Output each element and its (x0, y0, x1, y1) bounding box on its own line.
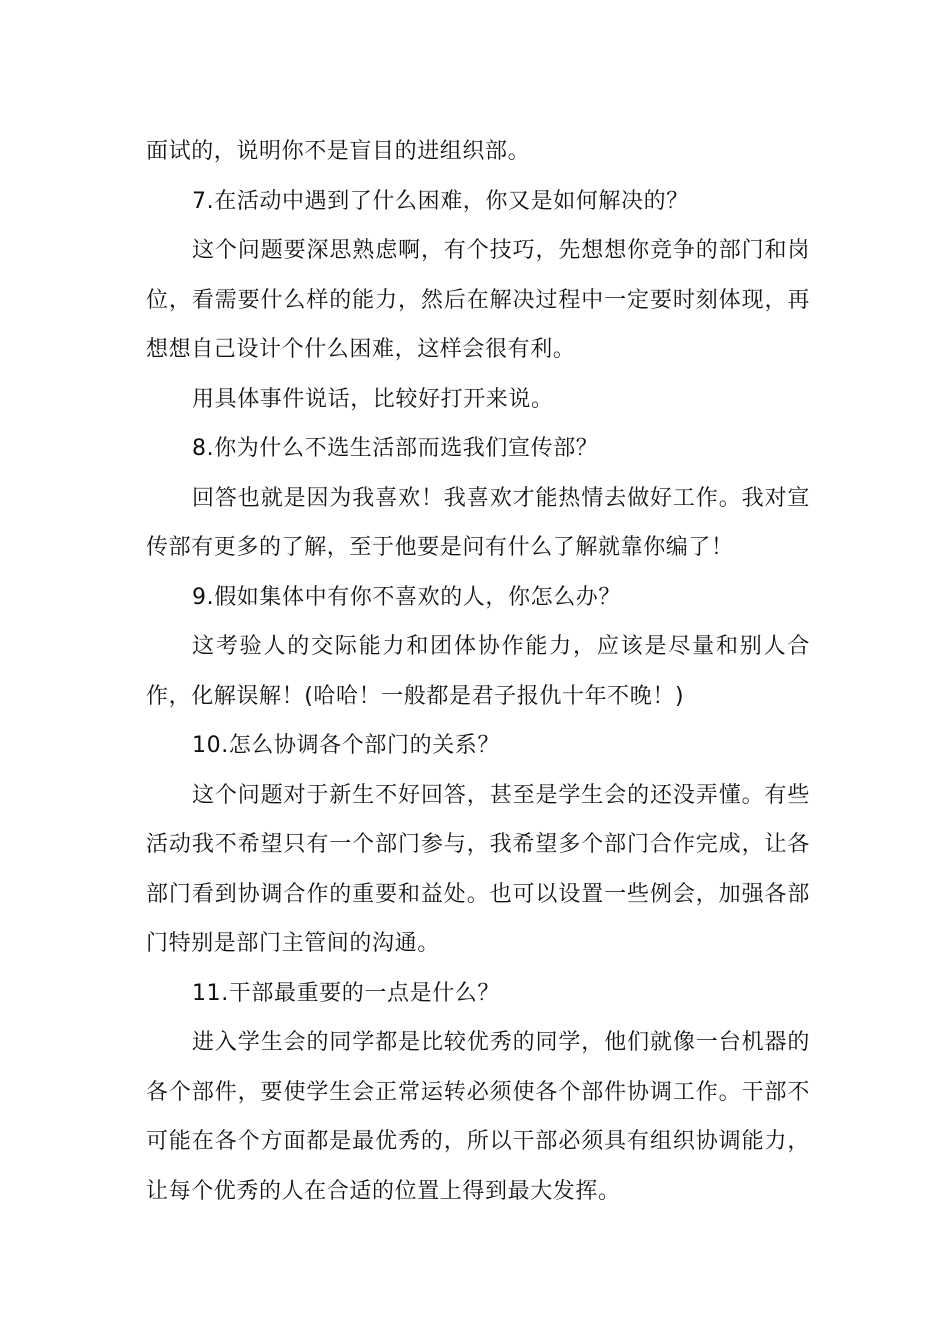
answer-9: 这考验人的交际能力和团体协作能力，应该是尽量和别人合作，化解误解！(哈哈！一般都是君子报仇十年不晚！) (146, 634, 810, 709)
answer-11: 进入学生会的同学都是比较优秀的同学，他们就像一台机器的各个部件，要使学生会正常运转必须使各个部件协调工作。干部不可能在各个方面都是最优秀的，所以干部必须具有组织协调能力，让每个优秀的人在合适的位置上得到最大发挥。 (146, 1030, 810, 1204)
question-11: 11.干部最重要的一点是什么？ (192, 980, 500, 1006)
document-body (146, 127, 810, 1216)
question-7: 7.在活动中遇到了什么困难，你又是如何解决的？ (192, 188, 689, 214)
answer-8: 回答也就是因为我喜欢！我喜欢才能热情去做好工作。我对宣传部有更多的了解，至于他要是问有什么了解就靠你编了！ (146, 485, 810, 560)
paragraph-continuation: 面试的，说明你不是盲目的进组织部。 (146, 139, 531, 164)
question-8: 8.你为什么不选生活部而选我们宣传部？ (192, 436, 599, 461)
answer-7: 这个问题要深思熟虑啊，有个技巧，先想想你竞争的部门和岗位，看需要什么样的能力，然后在解决过程中一定要时刻体现，再想想自己设计个什么困难，这样会很有利。 (146, 238, 810, 362)
answer-7-note: 用具体事件说话，比较好打开来说。 (192, 386, 554, 412)
question-10: 10.怎么协调各个部门的关系？ (192, 733, 500, 758)
answer-10: 这个问题对于新生不好回答，甚至是学生会的还没弄懂。有些活动我不希望只有一个部门参与，我希望多个部门合作完成，让各部门看到协调合作的重要和益处。也可以设置一些例会，加强各部门特别是部门主管间的沟通。 (146, 782, 810, 956)
question-9: 9.假如集体中有你不喜欢的人，你怎么办？ (192, 584, 621, 610)
